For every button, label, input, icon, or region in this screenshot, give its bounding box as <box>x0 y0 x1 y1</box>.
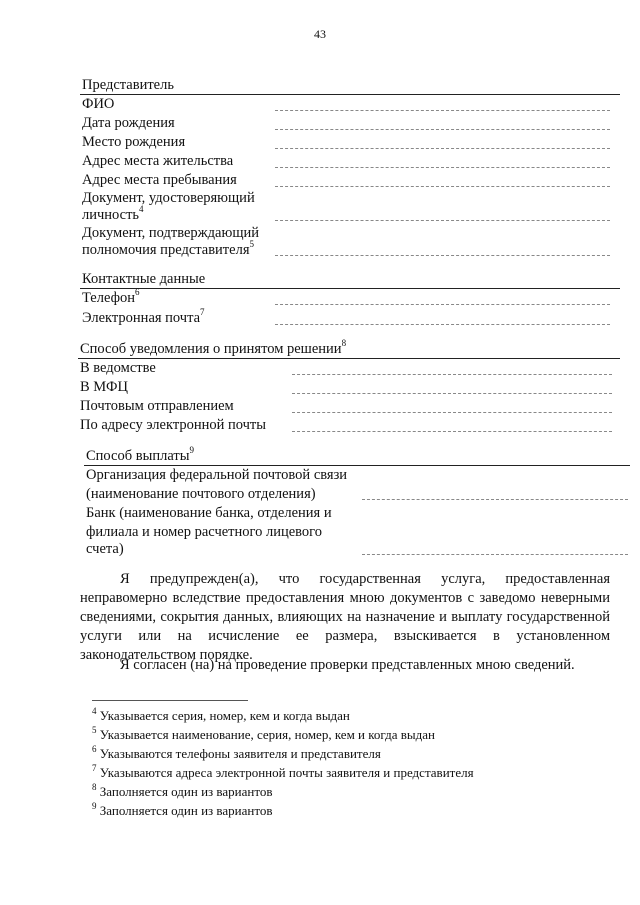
residence-address-field[interactable] <box>275 167 610 168</box>
footnote-7 <box>92 762 474 781</box>
email-label-text: Электронная почта <box>82 310 201 326</box>
notification-heading-rule <box>78 358 620 359</box>
page-number: 43 <box>314 27 326 41</box>
footnote-ref-8: 8 <box>341 338 347 349</box>
footnote-num: 6 <box>92 743 97 754</box>
notify-email-field[interactable] <box>292 431 612 432</box>
stay-address-label: Адрес места пребывания <box>82 172 237 188</box>
contacts-heading-rule <box>80 288 620 289</box>
payment-heading-rule <box>84 465 630 466</box>
footnote-num: 7 <box>92 762 97 773</box>
warning-paragraph: Я предупрежден(а), что государственная услуга, предоставленная неправомерно вследствие предоставления мною документов с заведомо неверными сведениями, сокрытия данных, влияющих на назначение и выплату государственной услуги или на исчисление ее размера, взыскивается в установленном законодательством порядке. <box>80 571 610 663</box>
footnote-text: Заполняется один из вариантов <box>99 784 273 799</box>
email-label <box>82 307 205 327</box>
footnote-separator <box>92 700 248 701</box>
authority-doc-label-line2 <box>82 239 254 259</box>
payment-bank-label-line3: счета) <box>86 541 124 557</box>
identity-doc-label-line2 <box>82 204 144 224</box>
payment-post-label-line2: (наименование почтового отделения) <box>86 486 316 502</box>
footnote-num: 4 <box>92 705 97 716</box>
footnote-5 <box>92 724 435 743</box>
phone-field[interactable] <box>275 304 610 305</box>
payment-heading-text: Способ выплаты <box>86 448 190 464</box>
footnote-text: Заполняется один из вариантов <box>99 803 273 818</box>
contacts-heading: Контактные данные <box>82 271 206 287</box>
representative-heading-rule <box>80 94 620 95</box>
authority-doc-label-text: полномочия представителя <box>82 242 250 258</box>
notification-heading <box>80 338 347 358</box>
authority-doc-field[interactable] <box>275 255 610 256</box>
representative-heading: Представитель <box>82 77 174 93</box>
footnote-9 <box>92 800 273 819</box>
fio-label: ФИО <box>82 96 115 112</box>
notify-post-field[interactable] <box>292 412 612 413</box>
footnote-ref-6: 6 <box>135 287 140 298</box>
email-field[interactable] <box>275 324 610 325</box>
notify-post-label: Почтовым отправлением <box>80 398 234 414</box>
footnote-ref-4: 4 <box>139 204 144 215</box>
payment-heading <box>86 445 194 465</box>
notification-heading-text: Способ уведомления о принятом решении <box>80 341 342 357</box>
phone-label-text: Телефон <box>82 290 135 306</box>
residence-address-label: Адрес места жительства <box>82 153 234 169</box>
footnote-text: Указываются адреса электронной почты заявителя и представителя <box>99 765 474 780</box>
identity-doc-field[interactable] <box>275 220 610 221</box>
notify-mfc-label: В МФЦ <box>80 379 128 395</box>
footnote-text: Указывается наименование, серия, номер, кем и когда выдан <box>99 727 435 742</box>
phone-label <box>82 287 140 307</box>
birth-place-label: Место рождения <box>82 134 186 150</box>
footnote-num: 9 <box>92 800 97 811</box>
notify-mfc-field[interactable] <box>292 393 612 394</box>
payment-bank-field[interactable] <box>362 554 628 555</box>
footnote-num: 5 <box>92 724 97 735</box>
payment-post-label-line1: Организация федеральной почтовой связи <box>86 467 348 483</box>
birth-date-label: Дата рождения <box>82 115 175 131</box>
birth-place-field[interactable] <box>275 148 610 149</box>
footnote-num: 8 <box>92 781 97 792</box>
identity-doc-label-line1: Документ, удостоверяющий <box>82 190 255 206</box>
birth-date-field[interactable] <box>275 129 610 130</box>
authority-doc-label-line1: Документ, подтверждающий <box>82 225 260 241</box>
footnote-ref-7: 7 <box>200 307 205 318</box>
payment-post-field[interactable] <box>362 499 628 500</box>
footnote-text: Указывается серия, номер, кем и когда выдан <box>99 708 350 723</box>
footnote-8 <box>92 781 273 800</box>
footnote-ref-5: 5 <box>249 239 254 250</box>
notify-agency-label: В ведомстве <box>80 360 156 376</box>
identity-doc-label-text: личность <box>82 207 140 223</box>
notify-agency-field[interactable] <box>292 374 612 375</box>
footnote-4 <box>92 705 350 724</box>
stay-address-field[interactable] <box>275 186 610 187</box>
footnote-6 <box>92 743 381 762</box>
notify-email-label: По адресу электронной почты <box>80 417 266 433</box>
footnote-ref-9: 9 <box>189 445 194 456</box>
payment-bank-label-line1: Банк (наименование банка, отделения и <box>86 505 332 521</box>
fio-field[interactable] <box>275 110 610 111</box>
payment-bank-label-line2: филиала и номер расчетного лицевого <box>86 524 323 540</box>
consent-paragraph: Я согласен (на) на проведение проверки представленных мною сведений. <box>120 657 575 673</box>
footnote-text: Указываются телефоны заявителя и представителя <box>99 746 381 761</box>
